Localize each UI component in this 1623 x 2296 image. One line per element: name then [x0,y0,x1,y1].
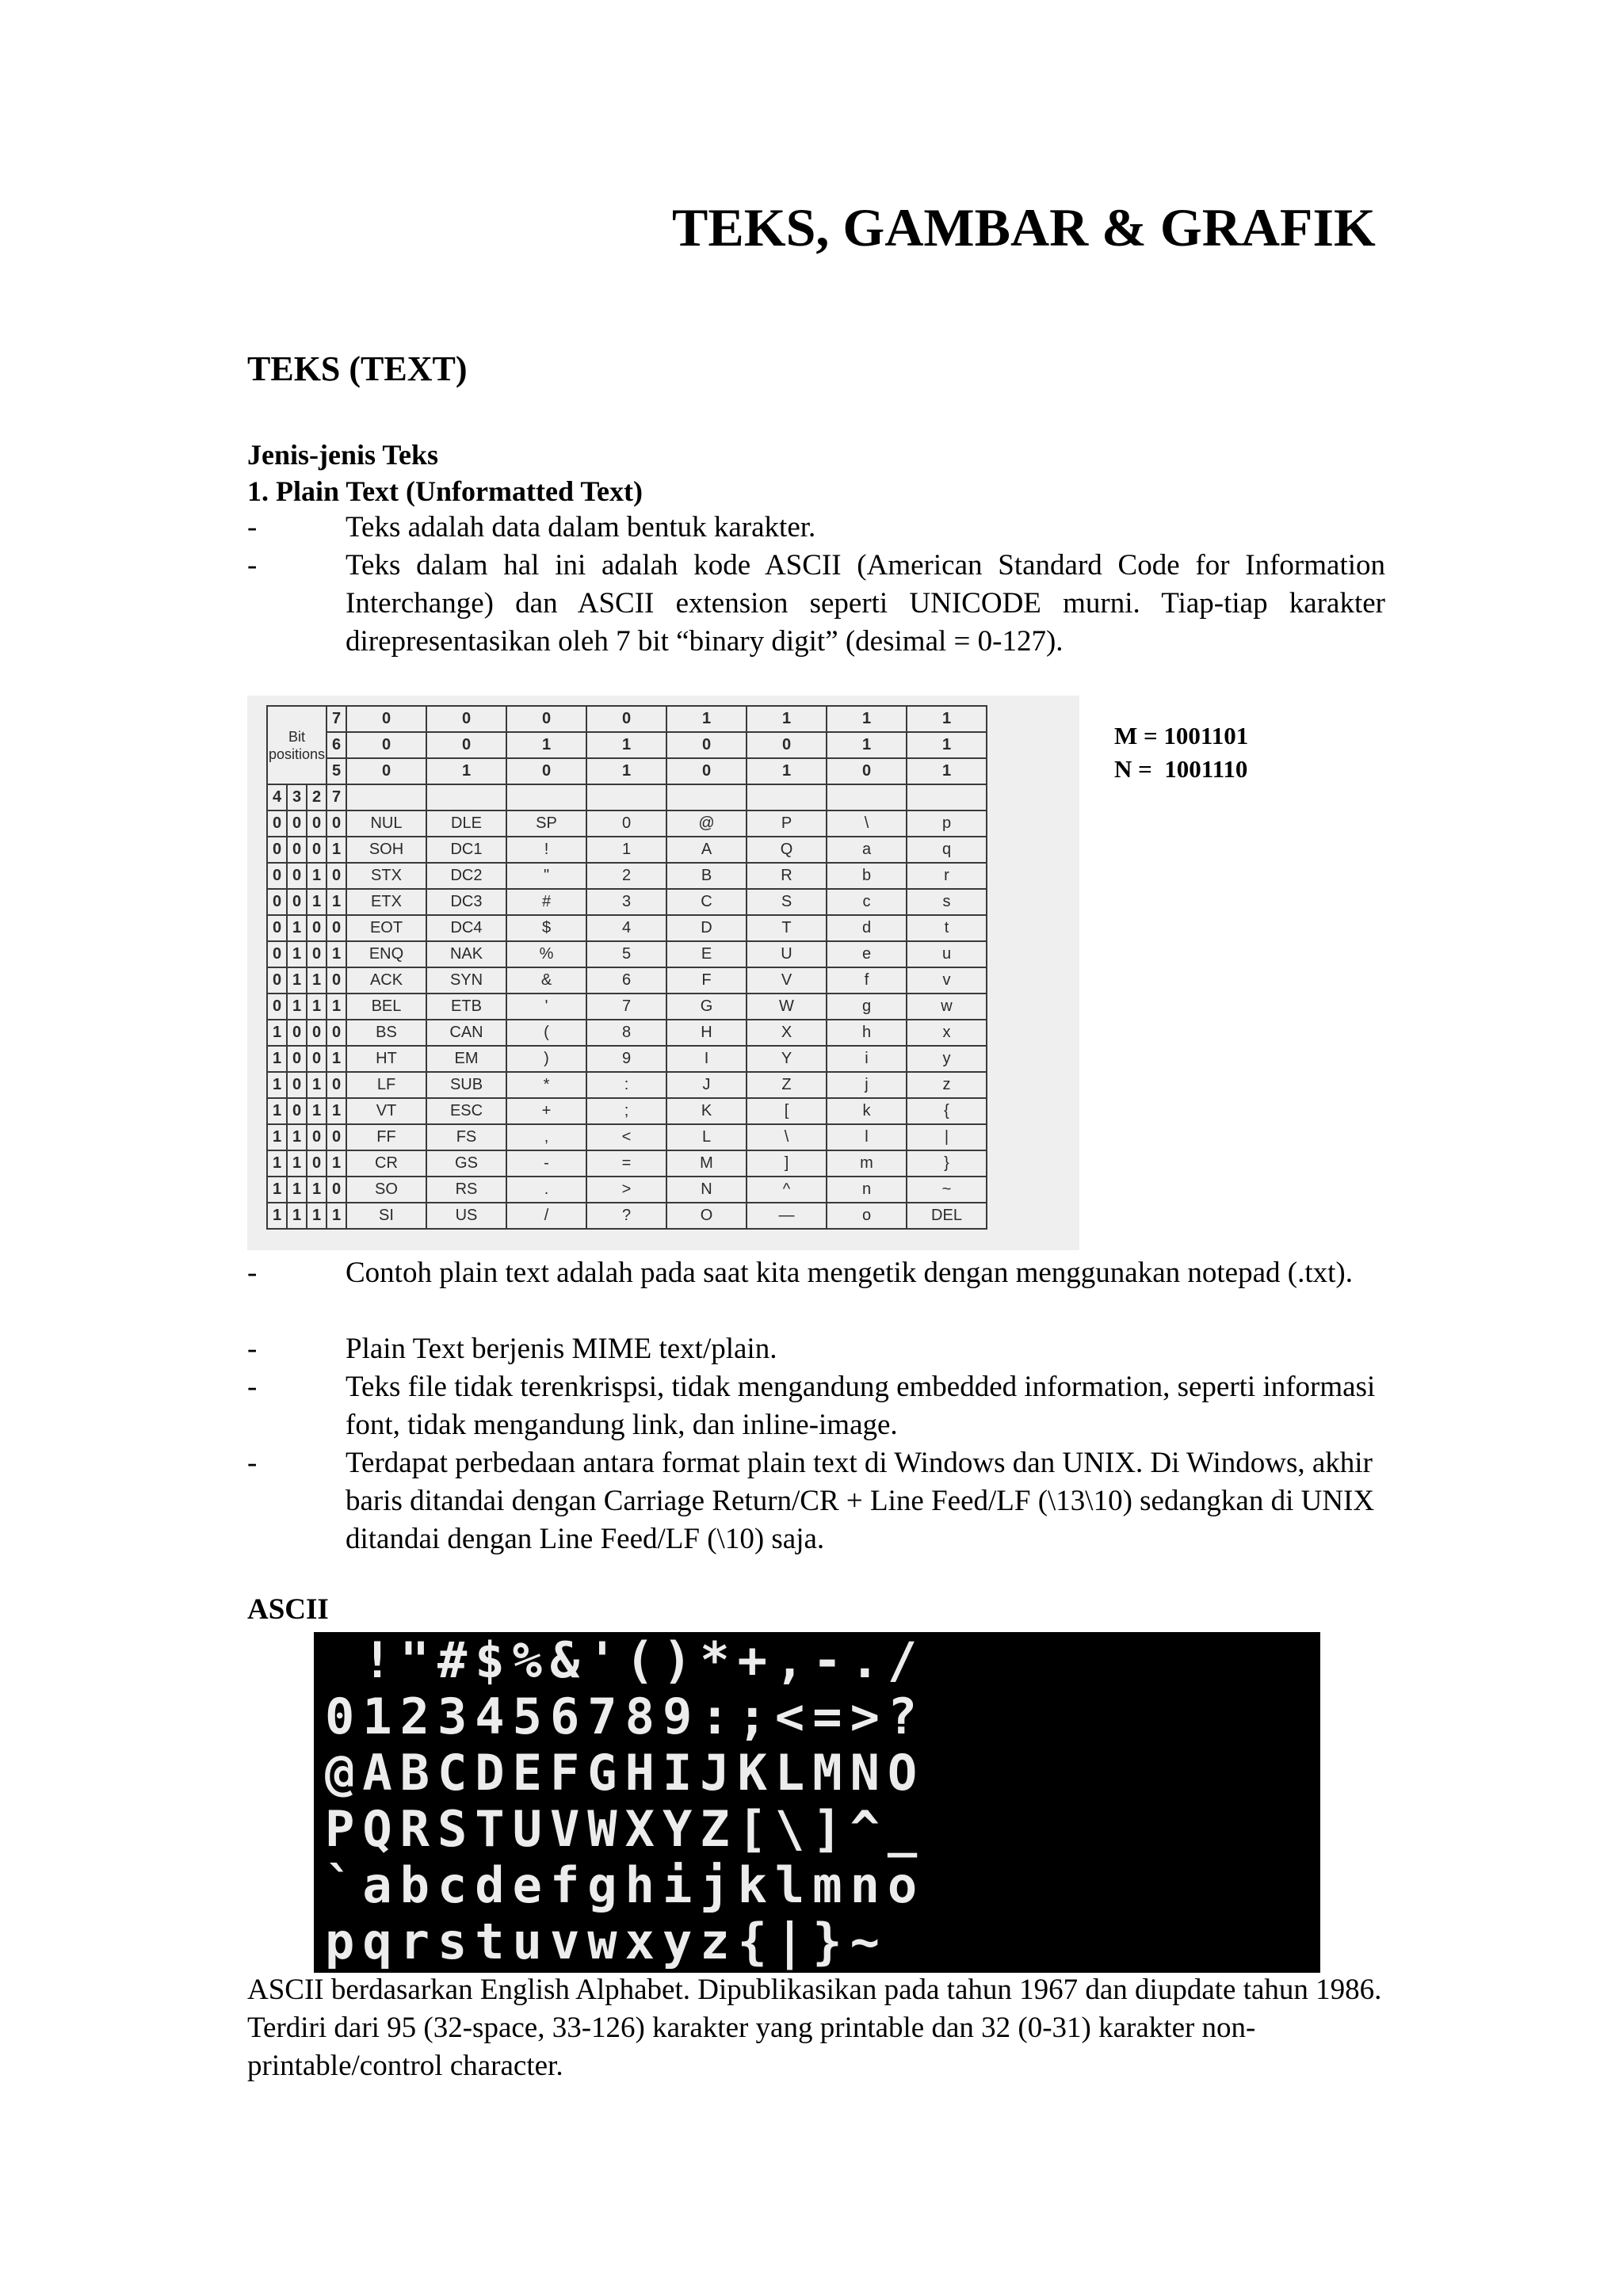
char-cell: c [827,889,907,915]
bullet-marker: - [247,1447,258,1479]
char-cell: e [827,941,907,967]
char-cell: t [907,915,987,941]
bit-cell: 1 [307,863,327,889]
bit-cell: 1 [287,1203,307,1229]
header-bit-cell: 1 [586,758,666,784]
header-bit-cell: 1 [907,706,987,732]
table-row [267,1203,987,1229]
char-cell: SI [346,1203,426,1229]
bit-cell: 1 [327,837,346,863]
bit-cell: 1 [267,1150,287,1177]
table-row [267,1124,987,1150]
char-cell: V [747,967,827,994]
bit-cell: 0 [307,915,327,941]
ascii-code-table-figure [247,696,1079,1250]
char-cell: 2 [586,863,666,889]
char-cell: D [666,915,747,941]
char-cell: < [586,1124,666,1150]
bit-cell: 1 [287,1177,307,1203]
char-cell: 9 [586,1046,666,1072]
char-cell: + [506,1098,586,1124]
char-cell: SO [346,1177,426,1203]
bullet-text: Terdapat perbedaan antara format plain text di Windows dan UNIX. Di Windows, akhir baris ditandai dengan Carriage Return/CR + Line Feed/LF (\13\10) sedangkan di UNIX ditandai dengan Line Feed/LF (\10) saja. [346,1447,1375,1555]
char-cell: { [907,1098,987,1124]
bit-cell: 1 [267,1098,287,1124]
char-cell: ) [506,1046,586,1072]
char-cell: 3 [586,889,666,915]
char-cell: SUB [426,1072,506,1098]
bit-cell: 0 [287,1072,307,1098]
char-cell: u [907,941,987,967]
bit-cell: 0 [287,837,307,863]
char-cell: EOT [346,915,426,941]
header-bit-cell: 1 [747,758,827,784]
char-cell: A [666,837,747,863]
bit-cell: 0 [287,1020,307,1046]
header-bit-cell: 0 [346,706,426,732]
table-header-row [267,784,987,810]
subheading-types: Jenis-jenis Teks [247,439,439,471]
char-cell: VT [346,1098,426,1124]
bit-cell: 0 [307,941,327,967]
bit-cell: 0 [267,889,287,915]
char-cell: ENQ [346,941,426,967]
char-cell: SP [506,810,586,837]
char-cell: l [827,1124,907,1150]
char-cell: C [666,889,747,915]
charset-row: !"#$%&'()*+,-./ [325,1632,926,1689]
char-cell: w [907,994,987,1020]
header-bit-cell: 0 [586,706,666,732]
header-bit-cell: 1 [827,732,907,758]
header-bit-cell: 1 [747,706,827,732]
bit-cell: 0 [327,915,346,941]
bit-cell: 0 [267,994,287,1020]
document-title: TEKS, GAMBAR & GRAFIK [672,197,1376,257]
char-cell: z [907,1072,987,1098]
table-row [267,863,987,889]
char-cell: SYN [426,967,506,994]
bit-cell: 1 [307,1177,327,1203]
table-row [267,967,987,994]
header-bit-cell: 1 [907,758,987,784]
char-cell: - [506,1150,586,1177]
bullet-marker: - [247,511,258,543]
char-cell: BEL [346,994,426,1020]
char-cell: 1 [586,837,666,863]
char-cell: N [666,1177,747,1203]
char-cell: BS [346,1020,426,1046]
bit-cell: 0 [267,810,287,837]
table-row [267,1072,987,1098]
bit-cell: 1 [327,1046,346,1072]
char-cell: DC3 [426,889,506,915]
empty-cell [506,784,586,810]
char-cell: G [666,994,747,1020]
char-cell: ACK [346,967,426,994]
char-cell: NAK [426,941,506,967]
header-bit-cell: 1 [666,706,747,732]
bit-cell: 1 [327,1203,346,1229]
char-cell: h [827,1020,907,1046]
bullet-text: Teks dalam hal ini adalah kode ASCII (American Standard Code for Information Interchange) dan ASCII extension seperti UNICODE murni. Tiap-tiap karakter direpresentasikan oleh 7 bit “binary digit” (desimal = 0-127). [346,549,1385,658]
char-cell: j [827,1072,907,1098]
bit-cell: 1 [307,889,327,915]
char-cell: CAN [426,1020,506,1046]
header-bit-index: 4 [267,784,287,810]
header-bit-index: 7 [327,784,346,810]
char-cell: DC4 [426,915,506,941]
table-row [267,1020,987,1046]
header-bit-cell: 0 [666,732,747,758]
table-row [267,941,987,967]
bit-cell: 1 [307,967,327,994]
char-cell: i [827,1046,907,1072]
char-cell: STX [346,863,426,889]
bit-cell: 0 [307,1020,327,1046]
bit-cell: 0 [267,837,287,863]
bullet-text: Contoh plain text adalah pada saat kita mengetik dengan menggunakan notepad (.txt). [346,1257,1353,1289]
char-cell: } [907,1150,987,1177]
bit-cell: 1 [287,994,307,1020]
bit-cell: 1 [307,994,327,1020]
char-cell: W [747,994,827,1020]
empty-cell [346,784,426,810]
char-cell: Z [747,1072,827,1098]
table-row [267,1046,987,1072]
bit-cell: 0 [267,941,287,967]
bit-cell: 1 [287,1124,307,1150]
char-cell: 5 [586,941,666,967]
ascii-description: ASCII berdasarkan English Alphabet. Dipublikasikan pada tahun 1967 dan diupdate tahun 1986. Terdiri dari 95 (32-space, 33-126) karakter yang printable dan 32 (0-31) karakter non-printable/control character. [247,1974,1382,2082]
char-cell: \ [747,1124,827,1150]
header-bit-cell: 0 [506,706,586,732]
ascii-charset-image [314,1632,1320,1973]
char-cell: DC2 [426,863,506,889]
bit-cell: 0 [307,1150,327,1177]
char-cell: x [907,1020,987,1046]
char-cell: ^ [747,1177,827,1203]
bit-cell: 1 [307,1203,327,1229]
header-bit-index: 2 [307,784,327,810]
char-cell: DC1 [426,837,506,863]
bit-cell: 1 [287,1150,307,1177]
bit-cell: 0 [287,889,307,915]
header-bit-cell: 0 [506,758,586,784]
header-bit-cell: 0 [426,706,506,732]
char-cell: GS [426,1150,506,1177]
char-cell: J [666,1072,747,1098]
char-cell: f [827,967,907,994]
char-cell: B [666,863,747,889]
bit-cell: 1 [287,967,307,994]
char-cell: RS [426,1177,506,1203]
char-cell: " [506,863,586,889]
table-row [267,889,987,915]
char-cell: I [666,1046,747,1072]
bit-cell: 0 [327,863,346,889]
bit-cell: 0 [327,1124,346,1150]
header-bit-label: 6 [327,732,346,758]
char-cell: g [827,994,907,1020]
char-cell: 7 [586,994,666,1020]
ascii-heading: ASCII [247,1593,329,1626]
char-cell: X [747,1020,827,1046]
bit-cell: 1 [287,941,307,967]
bit-cell: 0 [327,1177,346,1203]
char-cell: 0 [586,810,666,837]
bit-cell: 1 [327,994,346,1020]
char-cell: ETB [426,994,506,1020]
table-row [267,1098,987,1124]
charset-row: pqrstuvwxyz{|}~ [325,1913,888,1970]
char-cell: R [747,863,827,889]
char-cell: ; [586,1098,666,1124]
char-cell: K [666,1098,747,1124]
char-cell: ETX [346,889,426,915]
bullet-marker: - [247,549,258,582]
bit-cell: 1 [327,889,346,915]
bullet-marker: - [247,1333,258,1365]
bit-cell: 1 [327,1150,346,1177]
bit-cell: 1 [267,1020,287,1046]
ascii-code-table [266,705,987,1230]
char-cell: * [506,1072,586,1098]
bit-cell: 1 [287,915,307,941]
charset-row: @ABCDEFGHIJKLMNO [325,1744,926,1802]
char-cell: r [907,863,987,889]
char-cell: k [827,1098,907,1124]
table-row [267,915,987,941]
char-cell: $ [506,915,586,941]
char-cell: | [907,1124,987,1150]
char-cell: 6 [586,967,666,994]
empty-cell [426,784,506,810]
bit-cell: 0 [327,1072,346,1098]
char-cell: Q [747,837,827,863]
bit-cell: 0 [267,967,287,994]
char-cell: EM [426,1046,506,1072]
table-row [267,994,987,1020]
table-header-row [267,758,987,784]
char-cell: H [666,1020,747,1046]
char-cell: p [907,810,987,837]
bullet-text: Teks adalah data dalam bentuk karakter. [346,511,816,543]
char-cell: % [506,941,586,967]
bit-cell: 1 [307,1072,327,1098]
char-cell: ( [506,1020,586,1046]
char-cell: : [586,1072,666,1098]
table-row [267,1177,987,1203]
bit-cell: 0 [307,810,327,837]
bit-cell: 0 [307,1046,327,1072]
empty-cell [666,784,747,810]
char-cell: LF [346,1072,426,1098]
section-heading: TEKS (TEXT) [247,349,468,388]
bit-cell: 0 [267,915,287,941]
header-bit-cell: 1 [506,732,586,758]
bit-cell: 0 [287,810,307,837]
header-bit-cell: 1 [426,758,506,784]
bit-cell: 0 [287,1046,307,1072]
empty-cell [907,784,987,810]
char-cell: FF [346,1124,426,1150]
bullet-marker: - [247,1257,258,1289]
char-cell: b [827,863,907,889]
char-cell: F [666,967,747,994]
char-cell: \ [827,810,907,837]
header-bit-cell: 0 [346,732,426,758]
char-cell: P [747,810,827,837]
bit-cell: 1 [267,1177,287,1203]
bit-cell: 0 [287,863,307,889]
char-cell: L [666,1124,747,1150]
table-row [267,1150,987,1177]
header-bit-cell: 0 [827,758,907,784]
bit-cell: 0 [287,1098,307,1124]
char-cell: S [747,889,827,915]
char-cell: — [747,1203,827,1229]
char-cell: US [426,1203,506,1229]
bit-cell: 1 [327,1098,346,1124]
header-bit-cell: 1 [827,706,907,732]
char-cell: DLE [426,810,506,837]
char-cell: Y [747,1046,827,1072]
char-cell: ? [586,1203,666,1229]
bit-positions-label: Bit positions [267,706,327,784]
char-cell: @ [666,810,747,837]
header-bit-cell: 1 [907,732,987,758]
header-bit-label: 7 [327,706,346,732]
header-bit-cell: 0 [346,758,426,784]
bit-cell: 0 [327,967,346,994]
empty-cell [827,784,907,810]
char-cell: m [827,1150,907,1177]
table-header-row [267,732,987,758]
char-cell: d [827,915,907,941]
char-cell: & [506,967,586,994]
bit-cell: 1 [267,1124,287,1150]
table-row [267,810,987,837]
subheading-plain-text: 1. Plain Text (Unformatted Text) [247,475,643,507]
bit-cell: 0 [307,837,327,863]
char-cell: NUL [346,810,426,837]
char-cell: E [666,941,747,967]
bit-cell: 1 [267,1046,287,1072]
char-cell: s [907,889,987,915]
char-cell: a [827,837,907,863]
char-cell: / [506,1203,586,1229]
bit-cell: 1 [327,941,346,967]
char-cell: FS [426,1124,506,1150]
char-cell: v [907,967,987,994]
char-cell: = [586,1150,666,1177]
binary-code-note: M = 1001101 N = 1001110 [1114,722,1249,783]
char-cell: 8 [586,1020,666,1046]
char-cell: 4 [586,915,666,941]
char-cell: n [827,1177,907,1203]
table-header-row [267,706,987,732]
charset-row: PQRSTUVWXYZ[\]^_ [325,1800,926,1858]
empty-cell [747,784,827,810]
bit-cell: 0 [327,810,346,837]
bullet-marker: - [247,1371,258,1403]
table-row [267,837,987,863]
char-cell: SOH [346,837,426,863]
bit-cell: 0 [307,1124,327,1150]
header-bit-label: 5 [327,758,346,784]
bit-cell: 1 [267,1072,287,1098]
bit-cell: 0 [267,863,287,889]
bullet-text: Plain Text berjenis MIME text/plain. [346,1333,777,1365]
char-cell: > [586,1177,666,1203]
char-cell: O [666,1203,747,1229]
char-cell: ' [506,994,586,1020]
char-cell: ~ [907,1177,987,1203]
char-cell: # [506,889,586,915]
bit-cell: 0 [327,1020,346,1046]
char-cell: . [506,1177,586,1203]
bullet-text: Teks file tidak terenkrispsi, tidak mengandung embedded information, seperti informasi font, tidak mengandung link, dan inline-image. [346,1371,1376,1441]
char-cell: U [747,941,827,967]
header-bit-cell: 0 [426,732,506,758]
char-cell: q [907,837,987,863]
char-cell: o [827,1203,907,1229]
header-bit-cell: 0 [747,732,827,758]
charset-row: `abcdefghijklmno [325,1856,926,1914]
char-cell: ESC [426,1098,506,1124]
char-cell: CR [346,1150,426,1177]
char-cell: ! [506,837,586,863]
bit-cell: 1 [267,1203,287,1229]
header-bit-cell: 0 [666,758,747,784]
char-cell: ] [747,1150,827,1177]
char-cell: M [666,1150,747,1177]
header-bit-index: 3 [287,784,307,810]
char-cell: DEL [907,1203,987,1229]
char-cell: , [506,1124,586,1150]
char-cell: HT [346,1046,426,1072]
char-cell: T [747,915,827,941]
char-cell: [ [747,1098,827,1124]
charset-row: 0123456789:;<=>? [325,1688,926,1745]
bit-cell: 1 [307,1098,327,1124]
empty-cell [586,784,666,810]
header-bit-cell: 1 [586,732,666,758]
char-cell: y [907,1046,987,1072]
